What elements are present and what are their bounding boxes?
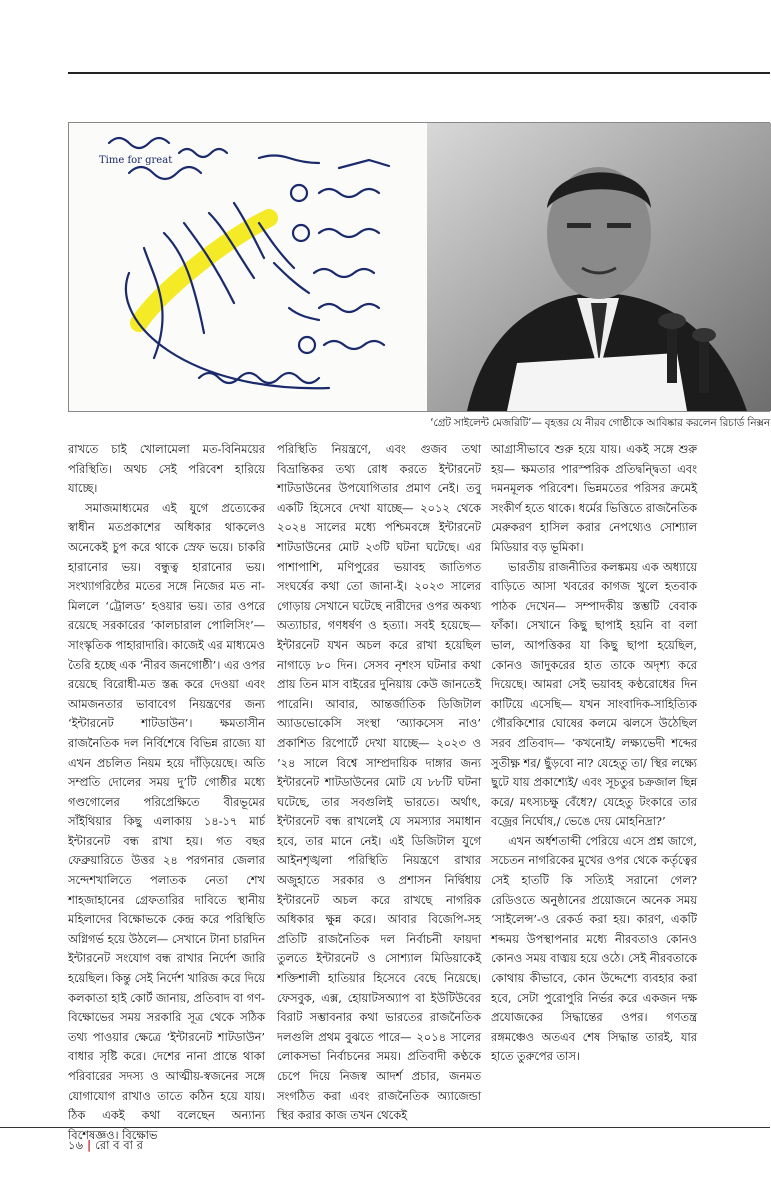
- publication-name: রো ব বা র: [95, 1138, 143, 1152]
- photo-block: [68, 122, 770, 412]
- bottom-rule: [0, 1127, 770, 1128]
- nixon-press-photo: [427, 123, 771, 411]
- handwritten-notes-illustration: [69, 123, 427, 411]
- nixon-portrait-illustration: [427, 123, 771, 411]
- paragraph: এখন অর্ধশতাব্দী পেরিয়ে এসে প্রশ্ন জাগে, সচেতন নাগরিকের মুখের ওপর থেকে কর্তৃত্বের সেই হাতটি কি সত্যিই সরানো গেল? রেডিওতে অনুষ্ঠানের প্রয়োজনে অনেক সময় ‘সাইলেন্স’-ও রেকর্ড করা হয়। কারণ, একটি শব্দময় উপস্থাপনার মধ্যে নীরবতাও কোনও কোনও সময় বাঙ্ময় হয়ে ওঠে। সেই নীরবতাকে কোথায় কীভাবে, কোন উদ্দেশ্যে ব্যবহার করা হবে, সেটা পুরোপুরি নির্ভর করে একজন দক্ষ প্রযোজকের সিদ্ধান্তের ওপর। গণতন্ত্র রঙ্গমঞ্চেও অতএব শেষ সিদ্ধান্ত তারই, যার হাতে তুরুপের তাস।: [491, 833, 697, 1064]
- article-column-3: [491, 440, 697, 1122]
- paragraph: পরিস্থিতি নিয়ন্ত্রণে, এবং গুজব তথা বিভ্রান্তিকর তথ্য রোধ করতে ইন্টারনেট শাটডাউনের উপযোগিতার প্রমাণ নেই। তবু একটি হিসেবে দেখা যাচ্ছে— ২০১২ থেকে ২০২৪ সালের মধ্যে পশ্চিমবঙ্গে ইন্টারনেট শাটডাউনের মোট ২৩টি ঘটনা ঘটেছে। এর পাশাপাশি, মণিপুরের ভয়াবহ জাতিগত সংঘর্ষের কথা তো জানা-ই। ২০২৩ সালের গোড়ায় সেখানে ঘটেছে নারীদের ওপর অকথ্য অত্যাচার, গণধর্ষণ ও হত্যা। সবই হয়েছে— ইন্টারনেট যখন অচল করে রাখা হয়েছিল নাগাড়ে ৮০ দিন। সেসব নৃশংস ঘটনার কথা প্রায় তিন মাস বাইরের দুনিয়ায় কেউ জানতেই পারেনি। আবার, আন্তর্জাতিক ডিজিটাল অ্যাডভোকেসি সংস্থা ‘অ্যাকসেস নাও’ প্রকাশিত রিপোর্টে দেখা যাচ্ছে— ২০২৩ ও ’২৪ সালে বিশ্বে সাম্প্রদায়িক দাঙ্গার জন্য ইন্টারনেট শাটডাউনের মোট যে ৮৮টি ঘটনা ঘটেছে, তার সবগুলিই ভারতে। অর্থাৎ, ইন্টারনেট বন্ধ রাখলেই যে সমস্যার সমাধান হবে, তার মানে নেই। এই ডিজিটাল যুগে আইনশৃঙ্খলা পরিস্থিতি নিয়ন্ত্রণে রাখার অজুহাতে সরকার ও প্রশাসন নির্দ্বিধায় ইন্টারনেট অচল করে রাখছে নাগরিক অধিকার ক্ষুন্ন করে। আবার বিজেপি-সহ প্রতিটি রাজনৈতিক দল নির্বাচনী ফায়দা তুলতে ইন্টারনেট ও সোশ্যাল মিডিয়াকেই শক্তিশালী হাতিয়ার হিসেবে বেছে নিয়েছে। ফেসবুক, এক্স, হোয়াটসঅ্যাপ বা ইউটিউবের বিরাট সম্ভাবনার কথা ভারতের রাজনৈতিক দলগুলি প্রথম বুঝতে পারে— ২০১৪ সালের লোকসভা নির্বাচনের সময়। প্রতিবাদী কণ্ঠকে চেপে দিয়ে নিজস্ব আদর্শ প্রচার, জনমত সংগঠিত করা এবং রাজনৈতিক অ্যাজেন্ডা স্থির করার কাজ তখন থেকেই: [277, 442, 481, 1123]
- folio-separator: |: [86, 1138, 92, 1152]
- page-number: ১৬: [68, 1138, 83, 1152]
- photo-caption: ‘গ্রেট সাইলেন্ট মেজরিটি’— বৃহত্তর যে নীরব গোষ্ঠীকে আবিষ্কার করলেন রিচার্ড নিক্সন: [430, 417, 770, 429]
- paragraph: সমাজমাধ্যমের এই যুগে প্রত্যেকের স্বাধীন মতপ্রকাশের অধিকার থাকলেও অনেকেই চুপ করে থাকে স্রেফ ভয়ে। চাকরি হারানোর ভয়। বন্ধুত্ব হারানোর ভয়। সংখ্যাগরিষ্ঠের মতের সঙ্গে নিজের মত না-মিললে ‘ট্রোলড’ হওয়ার ভয়। তার ওপরে রয়েছে সরকারের ‘কালচারাল পোলিসিং’— সাংস্কৃতিক পাহারাদারি। কাজেই এর মাধ্যমেও তৈরি হচ্ছে এক ‘নীরব জনগোষ্ঠী’। এর ওপর রয়েছে বিরোধী-মত স্তব্ধ করে দেওয়া এবং আমজনতার ভাবাবেগ নিয়ন্ত্রণের জন্য ‘ইন্টারনেট শাটডাউন’। ক্ষমতাসীন রাজনৈতিক দল নির্বিশেষে বিভিন্ন রাজ্যে যা এখন প্রচলিত নিয়ম হয়ে দাঁড়িয়েছে। অতি সম্প্রতি দোলের সময় দু’টি গোষ্ঠীর মধ্যে গণ্ডগোলের পরিপ্রেক্ষিতে বীরভূমের সাঁইথিয়ার কিছু এলাকায় ১৪-১৭ মার্চ ইন্টারনেট বন্ধ রাখা হয়। গত বছর ফেব্রুয়ারিতে উত্তর ২৪ পরগনার জেলার সন্দেশখালিতে পলাতক নেতা শেখ শাহজাহানের গ্রেফতারির দাবিতে স্থানীয় মহিলাদের বিক্ষোভকে কেন্দ্র করে পরিস্থিতি অগ্নিগর্ভ হয়ে উঠলে— সেখানে টানা চারদিন ইন্টারনেট সংযোগ বন্ধ রাখার নির্দেশ জারি হয়েছিল। কিন্তু সেই নির্দেশ খারিজ করে দিয়ে কলকাতা হাই কোর্ট জানায়, প্রতিবাদ বা গণ-বিক্ষোভের সময় সরকারি সূত্র থেকে সঠিক তথ্য পাওয়ার ক্ষেত্রে ‘ইন্টারনেট শাটডাউন’ বাধার সৃষ্টি করে। দেশের নানা প্রান্তে থাকা পরিবারের সদস্য ও আত্মীয়-স্বজনের সঙ্গে যোগাযোগ রাখাও তাতে কঠিন হয়ে যায়। ঠিক একই কথা বলেছেন অন্যান্য বিশেষজ্ঞও। বিক্ষোভ: [68, 500, 265, 1142]
- paragraph: রাখতে চাই খোলামেলা মত-বিনিময়ের পরিস্থিতি। অথচ সেই পরিবেশ হারিয়ে যাচ্ছে।: [68, 442, 265, 496]
- paragraph: আগ্রাসীভাবে শুরু হয়ে যায়। একই সঙ্গে শুরু হয়— ক্ষমতার পারস্পরিক প্রতিদ্বন্দ্বিতা এবং দমনমূলক পরিবেশ। ভিন্নমতের পরিসর ক্রমেই সংকীর্ণ হতে থাকে। ধর্মের ভিত্তিতে রাজনৈতিক মেরুকরণ হাসিল করার নেপথ্যেও সোশ্যাল মিডিয়ার বড় ভূমিকা।: [491, 442, 697, 554]
- paragraph: ভারতীয় রাজনীতির কলঙ্কময় এক অধ্যায়ে বাড়িতে আসা খবরের কাগজ খুলে হতবাক পাঠক দেখেন— সম্পাদকীয় স্তম্ভটি বেবাক ফাঁকা। সেখানে কিছু ছাপাই হয়নি বা বলা ভাল, আপত্তিকর যা কিছু ছাপা হয়েছিল, কোনও জাদুকরের হাত তাকে অদৃশ্য করে দিয়েছে। আমরা সেই ভয়াবহ কণ্ঠরোধের দিন কাটিয়ে এসেছি— যখন সাংবাদিক-সাহিত্যিক গৌরকিশোর ঘোষের কলমে ঝলসে উঠেছিল সরব প্রতিবাদ— ‘কখনোই/ লক্ষ্যভেদী শব্দের সুতীক্ষ্ণ শর/ ছুঁড়বো না? যেহেতু তা/ স্থির লক্ষ্যে ছুটে যায় প্রকাশ্যেই/ এবং সূচতুর চক্রজাল ছিন্ন করে/ মৎস্যচক্ষু বেঁধে?/ যেহেতু টংকারে তার বজ্রের নির্ঘোষ,/ ভেঙে দেয় মোহনিদ্রা?’: [491, 559, 697, 829]
- article-column-2: [277, 440, 481, 1122]
- handwritten-notes-photo: [69, 123, 427, 411]
- page-footer: [68, 1136, 143, 1154]
- article-column-1: [68, 440, 265, 1142]
- note-text-1: Time for great: [99, 155, 173, 166]
- top-rule: [68, 72, 770, 74]
